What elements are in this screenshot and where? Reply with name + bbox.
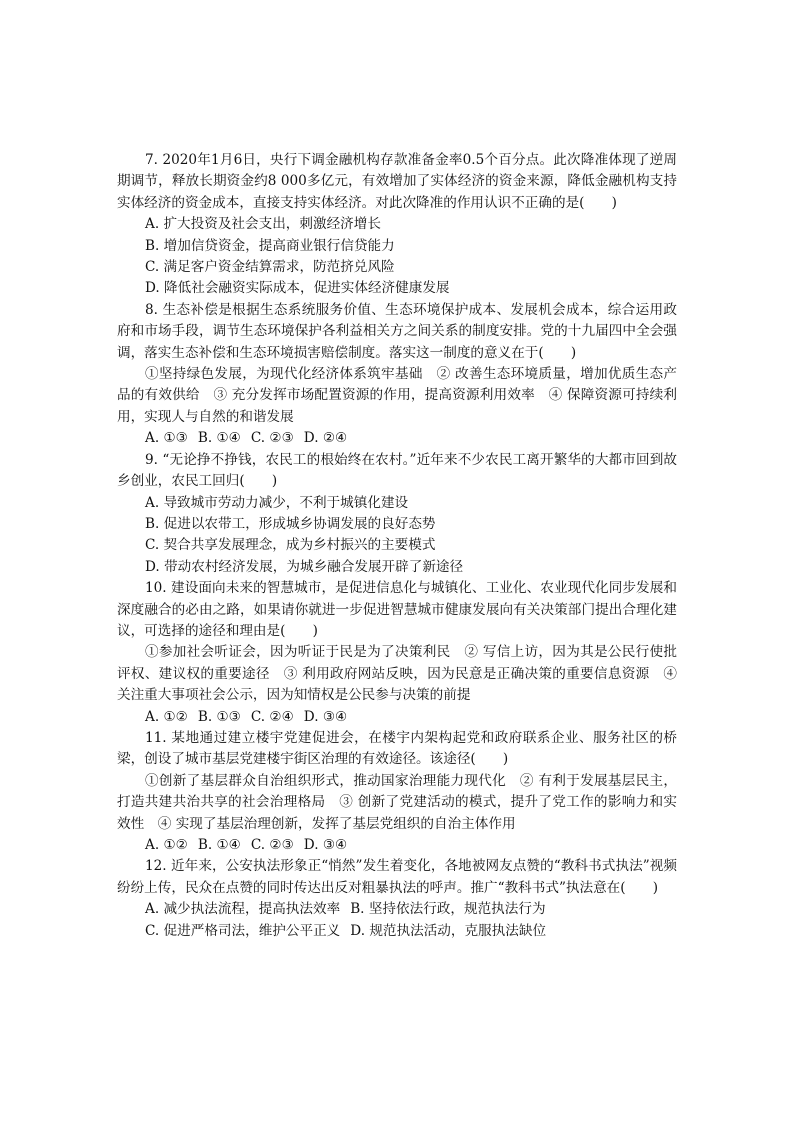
question-10 (117, 578, 677, 728)
choice-row (117, 835, 677, 856)
option-d: D. 带动农村经济发展，为城乡融合发展开辟了新途径 (145, 558, 464, 575)
question-8 (117, 300, 677, 450)
question-stem: 7. 2020年1月6日，央行下调金融机构存款准备金率0.5个百分点。此次降准体现了逆周期调节，释放长期资金约8 000多亿元，有效增加了实体经济的资金来源，降低金融机构支持实体经济的资金成本，直接支持实体经济。对此次降准的作用认识不正确的是( ) (117, 152, 677, 211)
question-stem: 12. 近年来，公安执法形象正“悄然”发生着变化，各地被网友点赞的“教科书式执法”视频纷纷上传，民众在点赞的同时传达出反对粗暴执法的呼声。推广“教科书式”执法意在( ) (117, 858, 677, 896)
choice-a: A. ①③ (145, 430, 188, 447)
choice-c: C. ②③ (250, 430, 294, 447)
choice-d: D. ③④ (303, 837, 348, 853)
option-d: D. 降低社会融资实际成本，促进实体经济健康发展 (145, 280, 450, 297)
choice-row (117, 428, 677, 449)
option-c: C. 满足客户资金结算需求，防范挤兑风险 (145, 259, 395, 276)
question-9 (117, 450, 677, 578)
question-stem: 10. 建设面向未来的智慧城市，是促进信息化与城镇化、工业化、农业现代化同步发展和深度融合的必由之路，如果请你就进一步促进智慧城市健康发展向有关决策部门提出合理化建议，可选择的途径和理由是( ) (117, 580, 677, 639)
question-12 (117, 856, 677, 942)
choice-a: A. ①② (145, 837, 188, 853)
choice-row (117, 707, 677, 728)
question-statements: ①参加社会听证会，因为听证于民是为了决策利民 ② 写信上访，因为其是公民行使批评权、建议权的重要途径 ③ 利用政府网站反映，因为民意是正确决策的重要信息资源 ④ 关注重大事项社会公示，因为知情权是公民参与决策的前提 (117, 644, 677, 704)
choice-b: B. ①③ (197, 708, 241, 725)
choice-d: D. ③④ (303, 708, 348, 725)
option-c: C. 契合共享发展理念，成为乡村振兴的主要模式 (145, 537, 436, 554)
choice-a: A. ①② (145, 708, 188, 725)
option-a: A. 导致城市劳动力减少，不利于城镇化建设 (145, 494, 409, 511)
choice-c: C. ②④ (250, 708, 294, 725)
option-b: B. 坚持依法行政，规范执法行为 (350, 901, 546, 918)
choice-c: C. ②③ (250, 837, 294, 853)
option-a: A. 减少执法流程，提高执法效率 (145, 901, 341, 918)
option-b: B. 增加信贷资金，提高商业银行信贷能力 (145, 237, 395, 254)
option-a: A. 扩大投资及社会支出，刺激经济增长 (145, 216, 381, 233)
question-7 (117, 150, 677, 300)
option-d: D. 规范执法活动，克服执法缺位 (350, 922, 547, 939)
question-statements: ①创新了基层群众自治组织形式，推动国家治理能力现代化 ② 有利于发展基层民主，打造共建共治共享的社会治理格局 ③ 创新了党建活动的模式，提升了党工作的影响力和实效性 ④ 实现了基层治理创新，发挥了基层党组织的自治主体作用 (117, 772, 677, 832)
choice-b: B. ①④ (197, 430, 241, 447)
question-stem: 9. “无论挣不挣钱，农民工的根始终在农村。”近年来不少农民工离开繁华的大都市回到故乡创业，农民工回归( ) (117, 451, 677, 490)
option-b: B. 促进以农带工，形成城乡协调发展的良好态势 (145, 515, 436, 532)
document-page (117, 150, 677, 942)
question-stem: 8. 生态补偿是根据生态系统服务价值、生态环境保护成本、发展机会成本，综合运用政府和市场手段，调节生态环境保护各利益相关方之间关系的制度安排。党的十九届四中全会强调，落实生态补偿和生态环境损害赔偿制度。落实这一制度的意义在于( ) (117, 301, 677, 361)
question-11 (117, 728, 677, 856)
option-row-1 (117, 899, 677, 920)
question-statements: ①坚持绿色发展，为现代化经济体系筑牢基础 ② 改善生态环境质量，增加优质生态产品的有效供给 ③ 充分发挥市场配置资源的作用，提高资源利用效率 ④ 保障资源可持续利用，实现人与自然的和谐发展 (117, 366, 677, 425)
question-stem: 11. 某地通过建立楼宇党建促进会，在楼宇内架构起党和政府联系企业、服务社区的桥梁，创设了城市基层党建楼宇街区治理的有效途径。该途径( ) (117, 729, 677, 768)
option-row-2 (117, 921, 677, 942)
choice-b: B. ①④ (197, 837, 241, 853)
option-c: C. 促进严格司法，维护公平正义 (145, 922, 341, 939)
choice-d: D. ②④ (303, 430, 348, 447)
